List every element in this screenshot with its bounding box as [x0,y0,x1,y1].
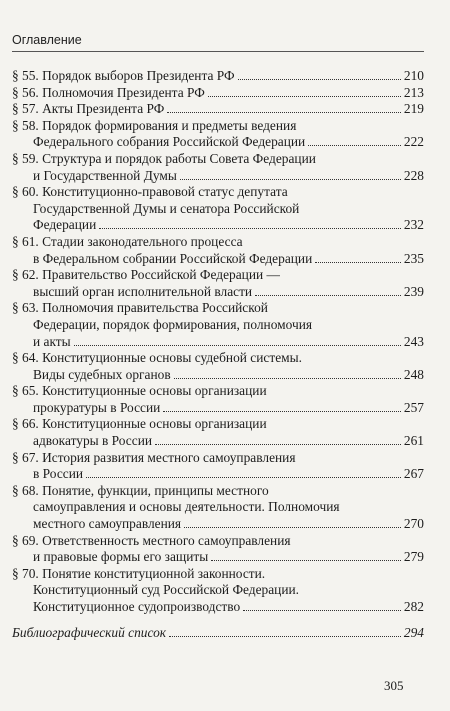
toc-line [12,151,424,168]
page-number: 235 [403,250,424,266]
dot-leader [86,477,401,478]
dot-leader [243,610,401,611]
toc-entry[interactable] [12,184,424,234]
toc-text: Конституционный суд Российской Федерации. [33,582,300,598]
toc-text: и акты [33,333,71,349]
dot-leader [238,79,401,80]
toc-text: высший орган исполнительной власти [33,283,253,299]
toc-entries [12,68,424,616]
toc-text: Федерации [33,217,97,233]
page-number: 228 [403,167,424,183]
toc-entry[interactable] [12,566,424,616]
toc-text: в России [33,466,84,482]
toc-line [12,251,424,268]
toc-text: § 62. Правительство Российской Федерации — [12,267,280,283]
toc-entry[interactable] [12,383,424,416]
header-rule [12,51,424,52]
toc-text: Федерального собрания Российской Федерации [33,134,306,150]
page-number: 294 [403,624,424,640]
toc-line [12,201,424,218]
dot-leader [315,262,401,263]
dot-leader [167,112,401,113]
toc-text: § 65. Конституционные основы организации [12,383,267,399]
page-number: 213 [403,84,424,100]
page-number: 248 [403,366,424,382]
toc-line [12,300,424,317]
toc-text: адвокатуры в России [33,433,153,449]
page-folio: 305 [384,678,404,693]
toc-text: и Государственной Думы [33,167,177,183]
toc-line [12,284,424,301]
toc-entry[interactable] [12,416,424,449]
toc-line [12,516,424,533]
page-number: 222 [403,134,424,150]
toc-line [12,168,424,185]
toc-entry[interactable] [12,68,424,85]
toc-text: Конституционное судопроизводство [33,599,241,614]
toc-text: § 66. Конституционные основы организации [12,416,267,432]
toc-line [12,101,424,118]
toc-entry[interactable] [12,234,424,267]
toc-line [12,625,424,642]
toc-entry[interactable] [12,350,424,383]
dot-leader [74,345,401,346]
toc-line [12,582,424,599]
toc-line [12,383,424,400]
toc-text: § 63. Полномочия правительства Российской [12,300,268,316]
dot-leader [184,527,401,528]
toc-line [12,118,424,135]
toc-text: § 69. Ответственность местного самоуправления [12,532,291,548]
toc-text: местного самоуправления [33,516,182,532]
toc-line [12,466,424,483]
toc-line [12,334,424,351]
toc-entry[interactable] [12,450,424,483]
page-number: 261 [403,433,424,449]
toc-line [12,234,424,251]
toc-line [12,433,424,450]
toc-line [12,400,424,417]
toc-line [12,350,424,367]
page-number: 232 [403,217,424,233]
running-header: Оглавление [12,33,82,47]
dot-leader [155,444,401,445]
toc-text: прокуратуры в России [33,399,161,415]
toc-line [12,566,424,583]
toc-text: § 58. Порядок формирования и предметы ведения [12,117,297,133]
dot-leader [180,179,401,180]
page-number: 219 [403,101,424,117]
dot-leader [169,636,401,637]
toc-text: § 68. Понятие, функции, принципы местного [12,482,269,498]
toc-line [12,217,424,234]
toc-line [12,416,424,433]
toc-text: самоуправления и основы деятельности. Полномочия [33,499,340,515]
dot-leader [208,96,401,97]
toc-text: в Федеральном собрании Российской Федерации [33,250,313,266]
toc-text: § 59. Структура и порядок работы Совета Федерации [12,150,316,166]
dot-leader [211,560,401,561]
toc-line [12,450,424,467]
page-number: 267 [403,466,424,482]
toc-line [12,599,424,616]
table-of-contents [12,68,424,641]
toc-text: § 61. Стадии законодательного процесса [12,233,243,249]
toc-text: Библиографический список [12,624,167,640]
toc-entry[interactable] [12,118,424,151]
page-number: 210 [403,68,424,83]
toc-entry[interactable] [12,267,424,300]
toc-line [12,533,424,550]
toc-text: § 57. Акты Президента РФ [12,101,165,117]
toc-line [12,184,424,201]
dot-leader [99,228,401,229]
toc-text: § 70. Понятие конституционной законности. [12,565,266,581]
toc-line [12,267,424,284]
toc-line [12,317,424,334]
toc-entry[interactable] [12,483,424,533]
toc-text: § 67. История развития местного самоуправления [12,449,296,465]
page-number: 239 [403,283,424,299]
page-number: 243 [403,333,424,349]
toc-line [12,85,424,102]
toc-line [12,367,424,384]
dot-leader [308,145,401,146]
page-number: 279 [403,549,424,565]
toc-text: § 60. Конституционно-правовой статус депутата [12,184,288,200]
dot-leader [163,411,401,412]
toc-entry[interactable] [12,300,424,350]
toc-text: Виды судебных органов [33,366,171,382]
toc-entry[interactable] [12,533,424,566]
toc-line [12,483,424,500]
page-number: 257 [403,399,424,415]
toc-line [12,68,424,85]
toc-text: § 64. Конституционные основы судебной системы. [12,350,302,366]
toc-text: Федерации, порядок формирования, полномочия [33,316,313,332]
toc-text: Государственной Думы и сенатора Российской [33,200,300,216]
toc-entry[interactable] [12,101,424,118]
toc-entry[interactable] [12,85,424,102]
toc-text: § 56. Полномочия Президента РФ [12,84,205,100]
toc-text: § 55. Порядок выборов Президента РФ [12,68,235,83]
dot-leader [255,295,401,296]
toc-line [12,499,424,516]
toc-line [12,549,424,566]
dot-leader [174,378,401,379]
toc-entry-bibliography[interactable] [12,625,424,642]
page-number: 282 [403,599,424,614]
toc-line [12,134,424,151]
toc-entry[interactable] [12,151,424,184]
page-number: 270 [403,516,424,532]
toc-text: и правовые формы его защиты [33,549,209,565]
